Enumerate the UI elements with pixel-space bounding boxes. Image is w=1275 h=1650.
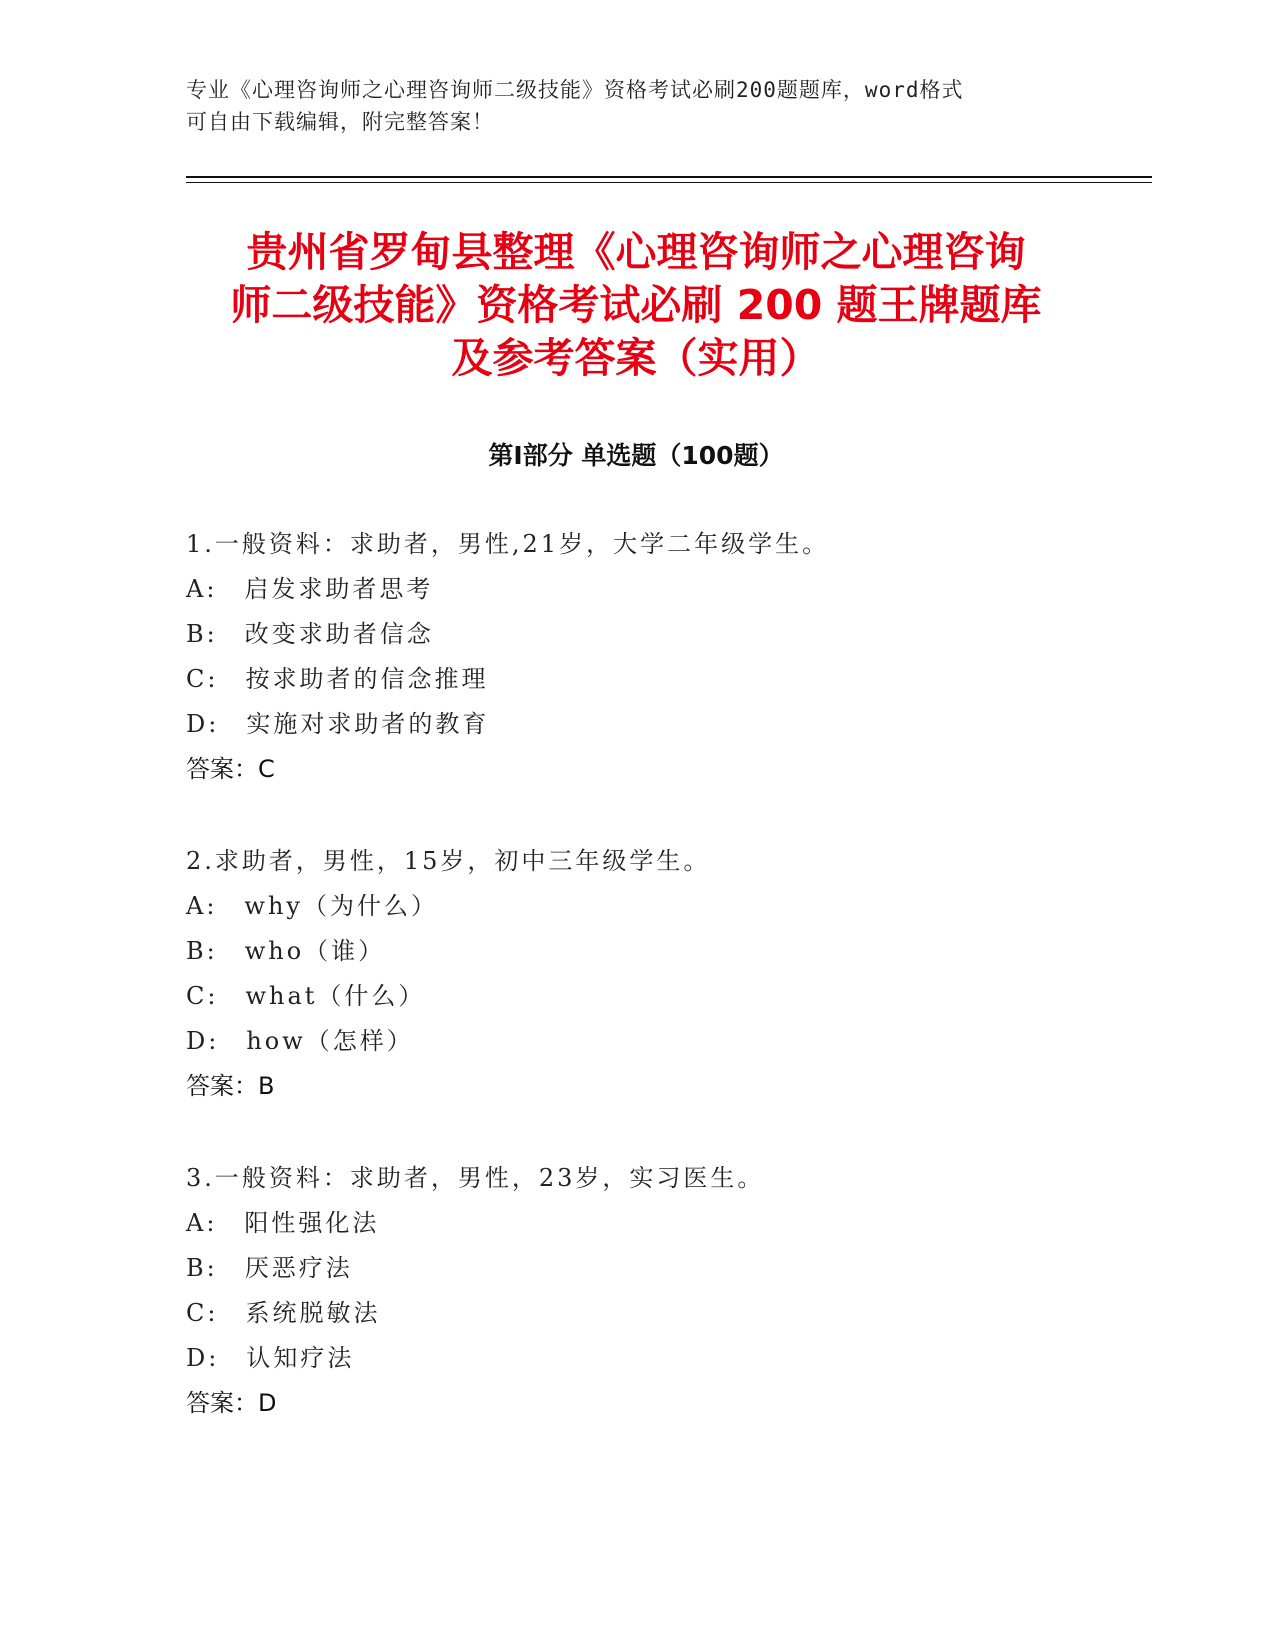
question-1	[186, 522, 1136, 792]
question-stem: 3.一般资料：求助者，男性，23岁，实习医生。	[186, 1164, 765, 1192]
question-3	[186, 1156, 1136, 1426]
option-a: A: 启发求助者思考	[186, 575, 434, 603]
page-header	[186, 74, 1066, 138]
answer: 答案：C	[186, 755, 275, 783]
header-divider-thick	[186, 176, 1152, 178]
title-line-1: 贵州省罗甸县整理《心理咨询师之心理咨询	[246, 228, 1026, 276]
section-title: 第Ⅰ部分 单选题（100题）	[488, 441, 784, 470]
option-c: C: 按求助者的信念推理	[186, 665, 489, 693]
option-c: C: what（什么）	[186, 982, 426, 1010]
title-line-3: 及参考答案（实用）	[451, 334, 821, 382]
answer: 答案：D	[186, 1389, 277, 1417]
option-a: A: 阳性强化法	[186, 1209, 380, 1237]
option-d: D: how（怎样）	[186, 1027, 414, 1055]
header-divider-thin	[186, 182, 1152, 183]
header-line-1: 专业《心理咨询师之心理咨询师二级技能》资格考试必刷200题题库，word格式	[186, 78, 964, 102]
option-c: C: 系统脱敏法	[186, 1299, 381, 1327]
question-stem: 1.一般资料：求助者，男性,21岁，大学二年级学生。	[186, 530, 830, 558]
question-2	[186, 839, 1136, 1109]
option-b: B: 改变求助者信念	[186, 620, 434, 648]
option-d: D: 实施对求助者的教育	[186, 710, 490, 738]
question-stem: 2.求助者，男性，15岁，初中三年级学生。	[186, 847, 711, 875]
question-list	[186, 522, 1136, 1473]
option-b: B: who（谁）	[186, 937, 386, 965]
document-title	[186, 226, 1086, 385]
option-a: A: why（为什么）	[186, 892, 438, 920]
answer: 答案：B	[186, 1072, 275, 1100]
header-line-2: 可自由下载编辑，附完整答案！	[186, 110, 494, 134]
title-line-2: 师二级技能》资格考试必刷 200 题王牌题库	[230, 281, 1042, 329]
option-d: D: 认知疗法	[186, 1344, 355, 1372]
option-b: B: 厌恶疗法	[186, 1254, 353, 1282]
